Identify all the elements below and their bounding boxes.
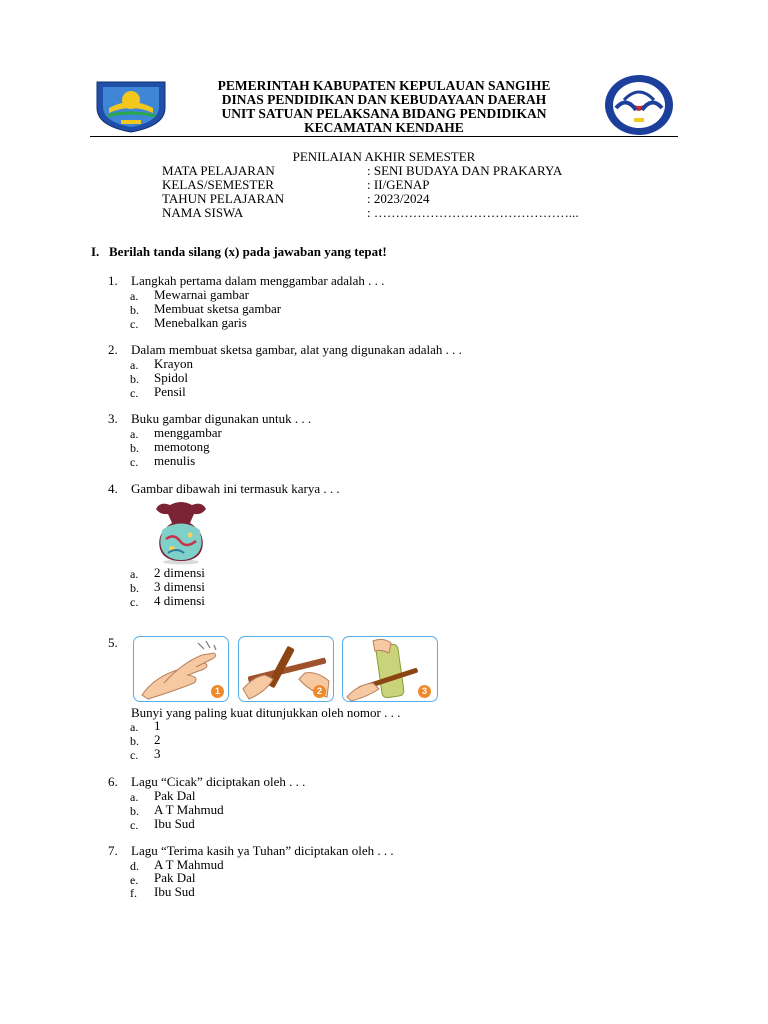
option-text[interactable]: memotong bbox=[154, 439, 210, 454]
info-value-subject: : SENI BUDAYA DAN PRAKARYA bbox=[367, 163, 563, 178]
option-letter[interactable]: b. bbox=[130, 734, 139, 748]
option-text[interactable]: Spidol bbox=[154, 370, 188, 385]
option-text[interactable]: Krayon bbox=[154, 356, 193, 371]
vase-image bbox=[150, 499, 212, 565]
option-letter[interactable]: a. bbox=[130, 720, 139, 734]
picture-number-badge: 1 bbox=[211, 685, 224, 698]
question-number: 2. bbox=[108, 342, 118, 357]
question-text: Dalam membuat sketsa gambar, alat yang digunakan adalah . . . bbox=[131, 342, 462, 357]
option-letter[interactable]: b. bbox=[130, 804, 139, 818]
option-letter[interactable]: b. bbox=[130, 372, 139, 386]
option-text[interactable]: A T Mahmud bbox=[154, 857, 224, 872]
info-label-subject: MATA PELAJARAN bbox=[162, 163, 275, 178]
option-letter[interactable]: a. bbox=[130, 358, 139, 372]
option-letter[interactable]: c. bbox=[130, 317, 139, 331]
option-letter[interactable]: c. bbox=[130, 386, 139, 400]
student-name-field[interactable]: : ………………………………………... bbox=[367, 205, 579, 220]
option-text[interactable]: 2 dimensi bbox=[154, 565, 205, 580]
option-text[interactable]: A T Mahmud bbox=[154, 802, 224, 817]
header-line-4: KECAMATAN KENDAHE bbox=[304, 120, 464, 135]
option-letter[interactable]: e. bbox=[130, 873, 139, 887]
question-text: Langkah pertama dalam menggambar adalah . . . bbox=[131, 273, 385, 288]
question-text: Buku gambar digunakan untuk . . . bbox=[131, 411, 312, 426]
option-letter[interactable]: a. bbox=[130, 790, 139, 804]
option-letter[interactable]: a. bbox=[130, 567, 139, 581]
question-number: 3. bbox=[108, 411, 118, 426]
header-line-1: PEMERINTAH KABUPATEN KEPULAUAN SANGIHE bbox=[217, 78, 551, 93]
option-text[interactable]: Ibu Sud bbox=[154, 884, 195, 899]
question-number: 5. bbox=[108, 635, 118, 650]
header-line-3: UNIT SATUAN PELAKSANA BIDANG PENDIDIKAN bbox=[221, 106, 547, 121]
option-letter[interactable]: c. bbox=[130, 595, 139, 609]
question-text: Lagu “Cicak” diciptakan oleh . . . bbox=[131, 774, 306, 789]
option-text[interactable]: 3 dimensi bbox=[154, 579, 205, 594]
header-divider bbox=[90, 136, 678, 137]
header-line-2: DINAS PENDIDIKAN DAN KEBUDAYAAN DAERAH bbox=[221, 92, 547, 107]
option-text[interactable]: Membuat sketsa gambar bbox=[154, 301, 282, 316]
info-value-year: : 2023/2024 bbox=[367, 191, 430, 206]
question-number: 4. bbox=[108, 481, 118, 496]
option-text[interactable]: Pensil bbox=[154, 384, 186, 399]
question-number: 1. bbox=[108, 273, 118, 288]
question-number: 7. bbox=[108, 843, 118, 858]
option-letter[interactable]: b. bbox=[130, 303, 139, 317]
clapping-hands-image bbox=[133, 636, 229, 702]
option-letter[interactable]: f. bbox=[130, 886, 137, 900]
option-text[interactable]: 1 bbox=[154, 718, 161, 733]
info-label-student-name: NAMA SISWA bbox=[162, 205, 244, 220]
option-letter[interactable]: c. bbox=[130, 748, 139, 762]
option-letter[interactable]: b. bbox=[130, 581, 139, 595]
option-text[interactable]: Pak Dal bbox=[154, 788, 196, 803]
info-label-year: TAHUN PELAJARAN bbox=[162, 191, 285, 206]
option-text[interactable]: menulis bbox=[154, 453, 196, 468]
option-text[interactable]: Ibu Sud bbox=[154, 816, 195, 831]
info-label-class: KELAS/SEMESTER bbox=[162, 177, 274, 192]
question-text: Lagu “Terima kasih ya Tuhan” diciptakan oleh . . . bbox=[131, 843, 394, 858]
bamboo-tube-image bbox=[342, 636, 438, 702]
option-text[interactable]: 4 dimensi bbox=[154, 593, 205, 608]
info-value-class: : II/GENAP bbox=[367, 177, 430, 192]
option-text[interactable]: 3 bbox=[154, 746, 161, 761]
option-text[interactable]: Mewarnai gambar bbox=[154, 287, 249, 302]
picture-number-badge: 3 bbox=[418, 685, 431, 698]
option-letter[interactable]: b. bbox=[130, 441, 139, 455]
option-letter[interactable]: d. bbox=[130, 859, 139, 873]
option-letter[interactable]: c. bbox=[130, 455, 139, 469]
option-text[interactable]: 2 bbox=[154, 732, 161, 747]
option-text[interactable]: menggambar bbox=[154, 425, 222, 440]
section-number: I. bbox=[91, 244, 100, 259]
option-letter[interactable]: a. bbox=[130, 427, 139, 441]
wooden-sticks-image bbox=[238, 636, 334, 702]
question-text: Gambar dibawah ini termasuk karya . . . bbox=[131, 481, 340, 496]
option-letter[interactable]: a. bbox=[130, 289, 139, 303]
picture-number-badge: 2 bbox=[313, 685, 326, 698]
question-number: 6. bbox=[108, 774, 118, 789]
exam-title: PENILAIAN AKHIR SEMESTER bbox=[292, 149, 476, 164]
question-text: Bunyi yang paling kuat ditunjukkan oleh nomor . . . bbox=[131, 705, 401, 720]
option-text[interactable]: Pak Dal bbox=[154, 870, 196, 885]
option-text[interactable]: Menebalkan garis bbox=[154, 315, 247, 330]
section-instruction: Berilah tanda silang (x) pada jawaban yang tepat! bbox=[109, 244, 387, 259]
option-letter[interactable]: c. bbox=[130, 818, 139, 832]
